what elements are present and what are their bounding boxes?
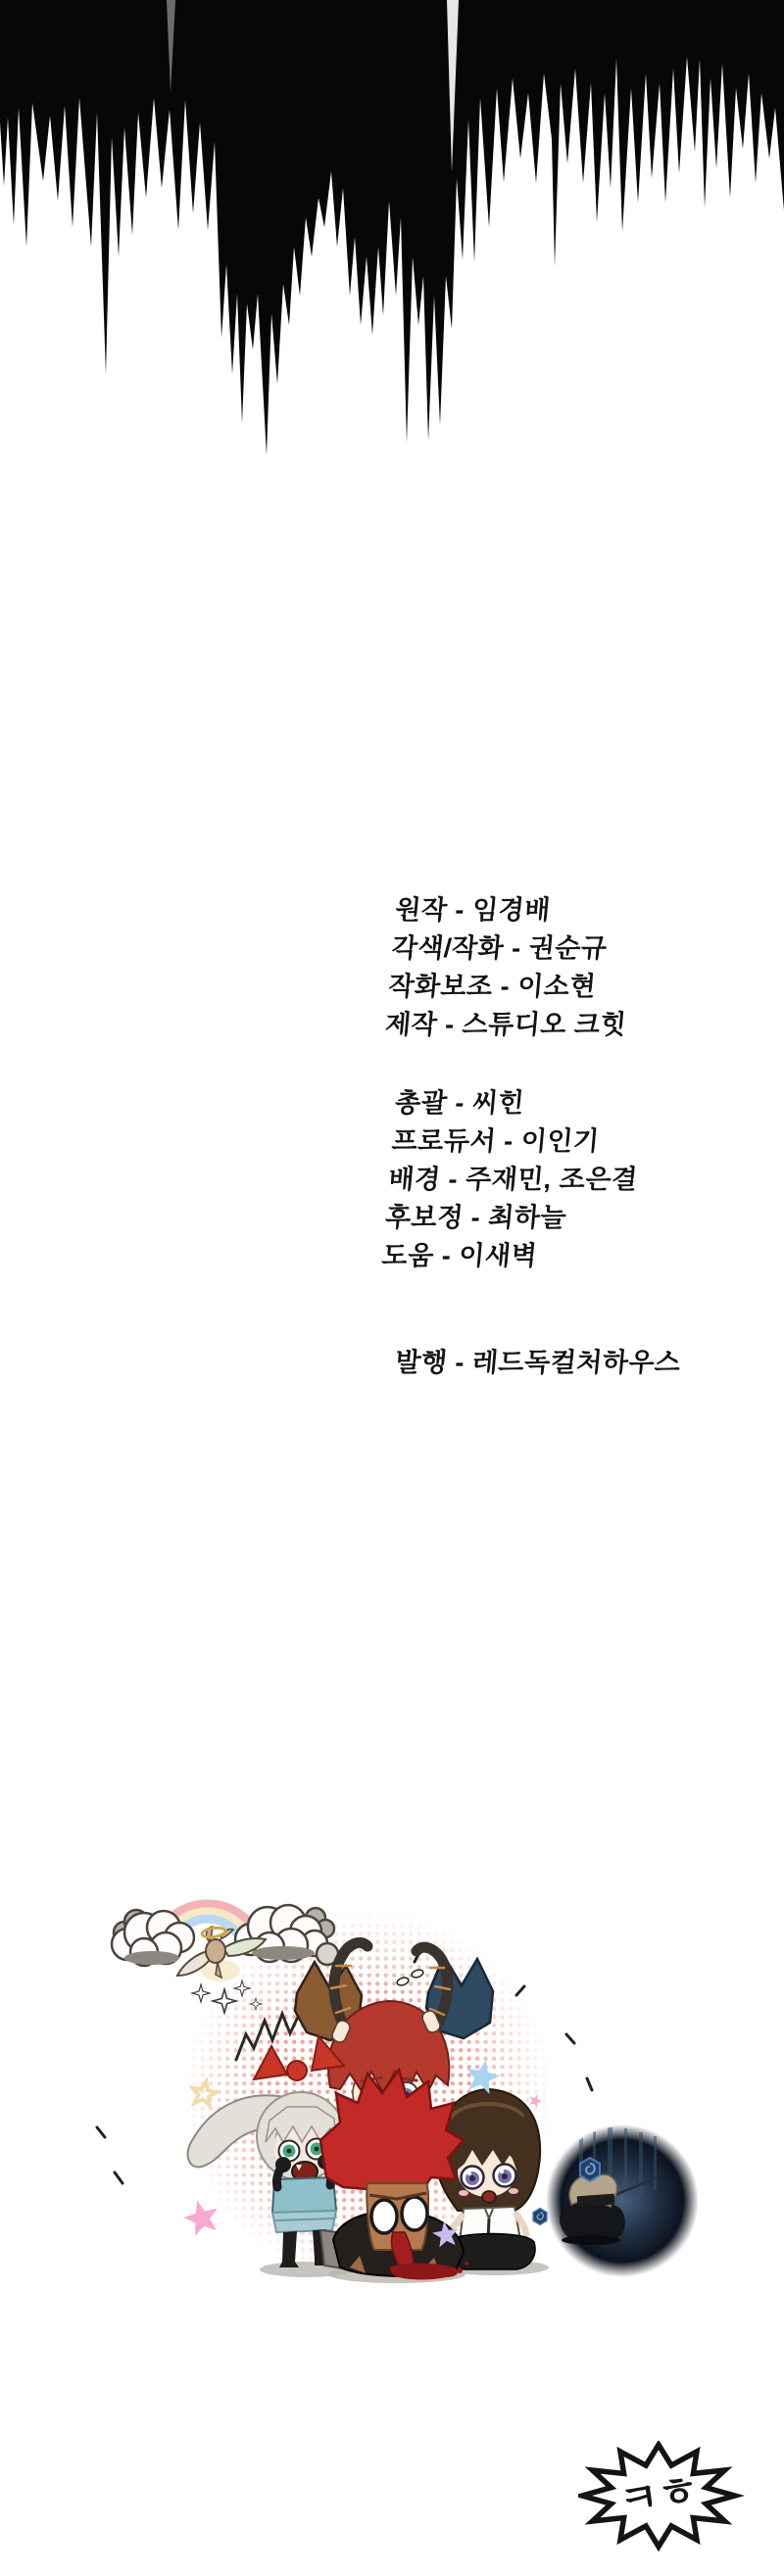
ink-splatter-shape [0,0,784,455]
credit-line-background: 배경 - 주재민, 조은결 [387,1165,639,1194]
gloom-figure-body [560,2202,625,2238]
credit-line-help: 도움 - 이새벽 [380,1241,539,1270]
credit-line-publisher: 발행 - 레드독컬처하우스 [394,1348,682,1377]
credit-line-original-author: 원작 - 임경배 [394,895,553,925]
credits-staff-block [380,1084,646,1275]
gloom-spiral-large [580,2158,600,2181]
chibi-credits-illustration [74,1846,710,2336]
cloud-right [235,1905,338,1965]
credits-production-block [383,891,638,1044]
credit-line-art-assist: 작화보조 - 이소현 [387,972,598,1001]
credits-publisher-block [394,1344,683,1382]
ink-splatter-graphic [0,0,784,460]
angel-body [206,1939,225,1963]
sfx-text: ㅋㅎ [615,2465,702,2525]
kid-skirt [272,2211,336,2232]
gloom-spiral-small [533,2209,547,2225]
credit-line-studio: 제작 - 스튜디오 크힛 [383,1010,628,1039]
gloom-vignette [533,2124,699,2277]
credit-line-adaptation-art: 각색/작화 - 권순규 [390,933,609,963]
girl-mouth [482,2191,496,2203]
credit-line-producer: 프로듀서 - 이인기 [390,1126,601,1156]
credit-line-director: 총괄 - 씨힌 [394,1088,526,1118]
sfx-bubble [578,2441,745,2553]
credit-line-postprocess: 후보정 - 최하늘 [383,1203,568,1232]
kid-hand-left [275,2157,291,2172]
